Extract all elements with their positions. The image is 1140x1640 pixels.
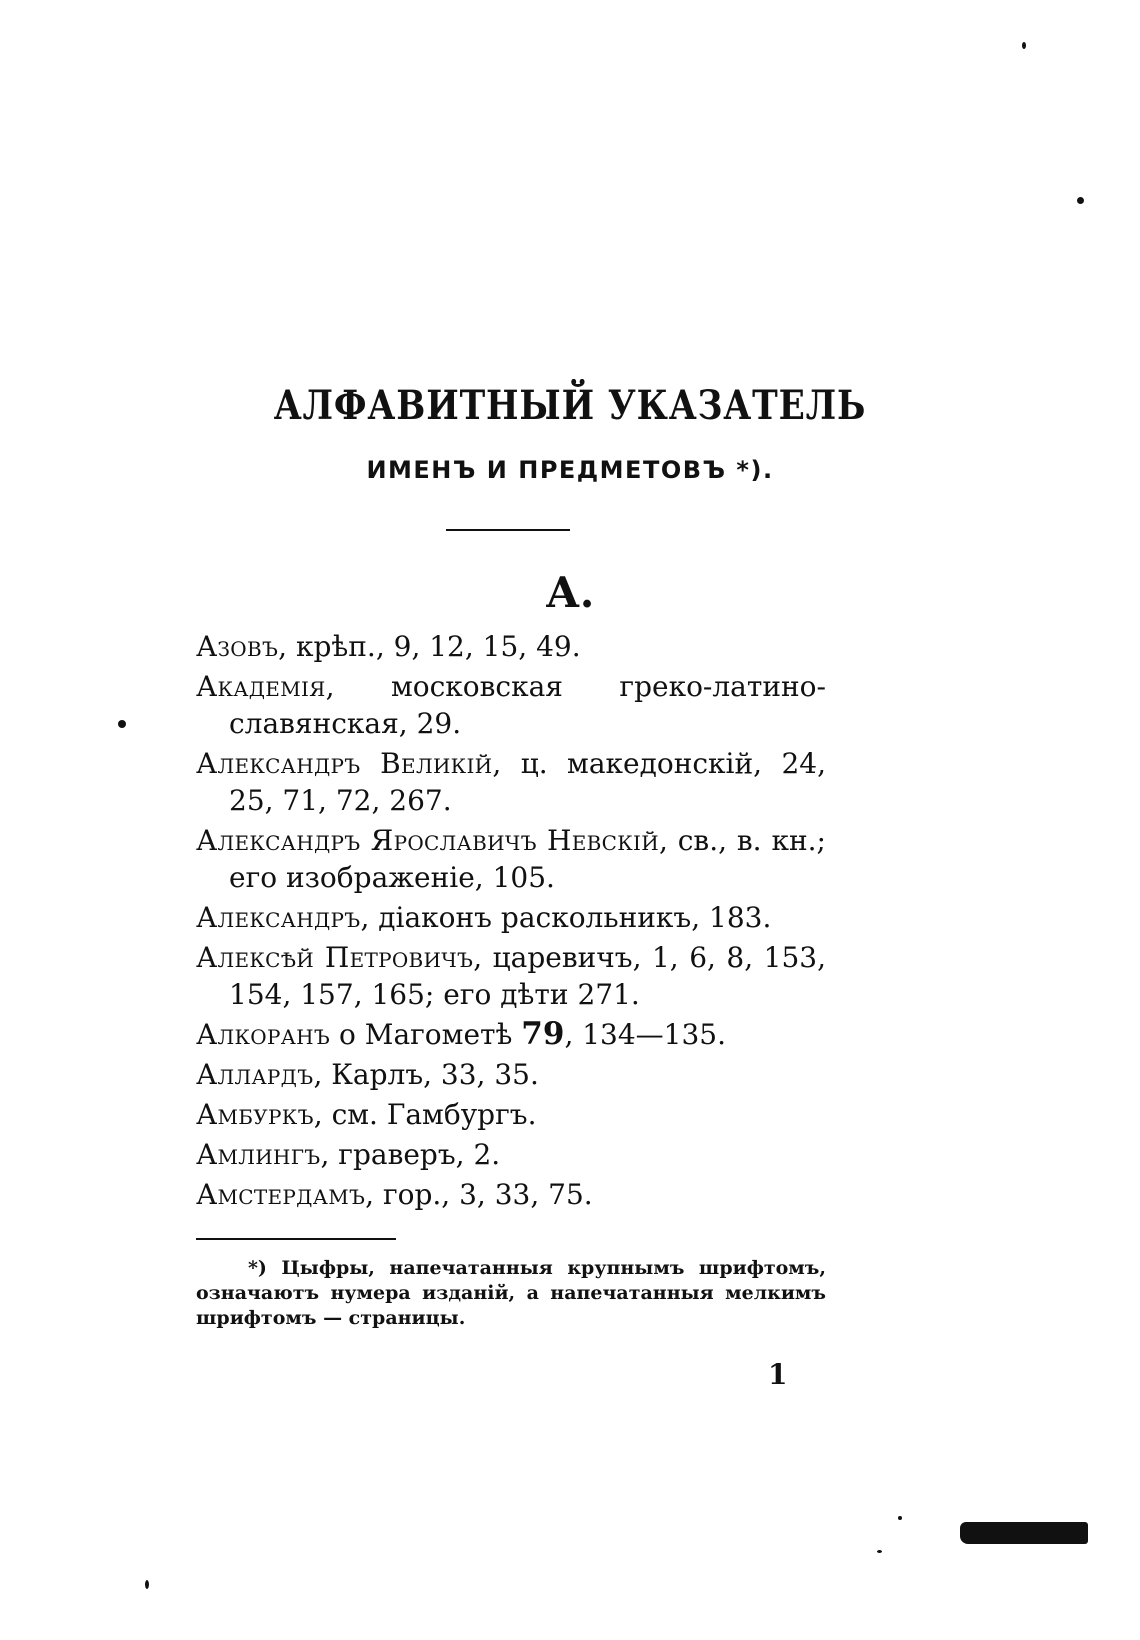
entry-details: , Карлъ, 33, 35. [313, 1058, 539, 1091]
entry-name: Амлингъ [196, 1138, 321, 1171]
footnote-rule [196, 1238, 396, 1240]
index-entry [196, 822, 826, 896]
index-entry [196, 1016, 826, 1053]
entry-details: , гор., 3, 33, 75. [365, 1178, 593, 1211]
entry-name: Александръ [196, 901, 361, 934]
entry-details: , царевичъ, 1, 6, 8, 153, 154, 157, 165; его дѣти 271. [229, 941, 826, 1011]
entry-details: о Магометѣ [330, 1018, 522, 1051]
entry-name: Александръ Ярославичъ Невскій [196, 824, 659, 857]
index-list [196, 628, 826, 1216]
entry-details: , см. Гамбургъ. [313, 1098, 537, 1131]
entry-details: , московская греко-латино-славянская, 29. [229, 670, 826, 740]
entry-details: , ц. македонскій, 24, 25, 71, 72, 267. [229, 747, 826, 817]
index-entry [196, 1176, 826, 1213]
entry-name: Аллардъ [196, 1058, 314, 1091]
entry-item-number: 79 [521, 1016, 565, 1052]
index-entry [196, 899, 826, 936]
page-title: АЛФАВИТНЫЙ УКАЗАТЕЛЬ [273, 382, 867, 429]
entry-name: Алкоранъ [196, 1018, 331, 1051]
index-entry [196, 939, 826, 1013]
scan-speck [118, 720, 126, 728]
title-rule [446, 529, 570, 531]
entry-details: , крѣп., 9, 12, 15, 49. [278, 630, 581, 663]
entry-details: , св., в. кн.; его изображеніе, 105. [229, 824, 826, 894]
page-subtitle: ИМЕНЪ И ПРЕДМЕТОВЪ *). [366, 456, 774, 484]
entry-details: , 134—135. [564, 1018, 727, 1051]
page-number: 1 [768, 1358, 788, 1391]
index-entry [196, 1056, 826, 1093]
entry-details: , діаконъ раскольникъ, 183. [360, 901, 772, 934]
entry-name: Александръ Великій [196, 747, 493, 780]
scan-speck [877, 1550, 882, 1553]
scan-speck [145, 1580, 149, 1589]
entry-name: Азовъ [196, 630, 279, 663]
index-entry [196, 1136, 826, 1173]
footnote: *) Цыфры, напечатанныя крупнымъ шрифтомъ, означаютъ нумера изданій, а напечатанныя мелкимъ шрифтомъ — страницы. [196, 1257, 826, 1329]
scan-smudge [960, 1522, 1088, 1544]
entry-name: Академія [196, 670, 326, 703]
index-entry [196, 628, 826, 665]
index-entry [196, 745, 826, 819]
scan-speck [1022, 42, 1026, 49]
entry-name: Амстердамъ [196, 1178, 366, 1211]
index-entry [196, 668, 826, 742]
letter-heading: А. [545, 568, 595, 617]
scan-speck [1077, 197, 1084, 204]
entry-name: Амбуркъ [196, 1098, 314, 1131]
scan-speck [898, 1516, 902, 1520]
entry-name: Алексѣй Петровичъ [196, 941, 474, 974]
entry-details: , граверъ, 2. [320, 1138, 501, 1171]
index-entry [196, 1096, 826, 1133]
